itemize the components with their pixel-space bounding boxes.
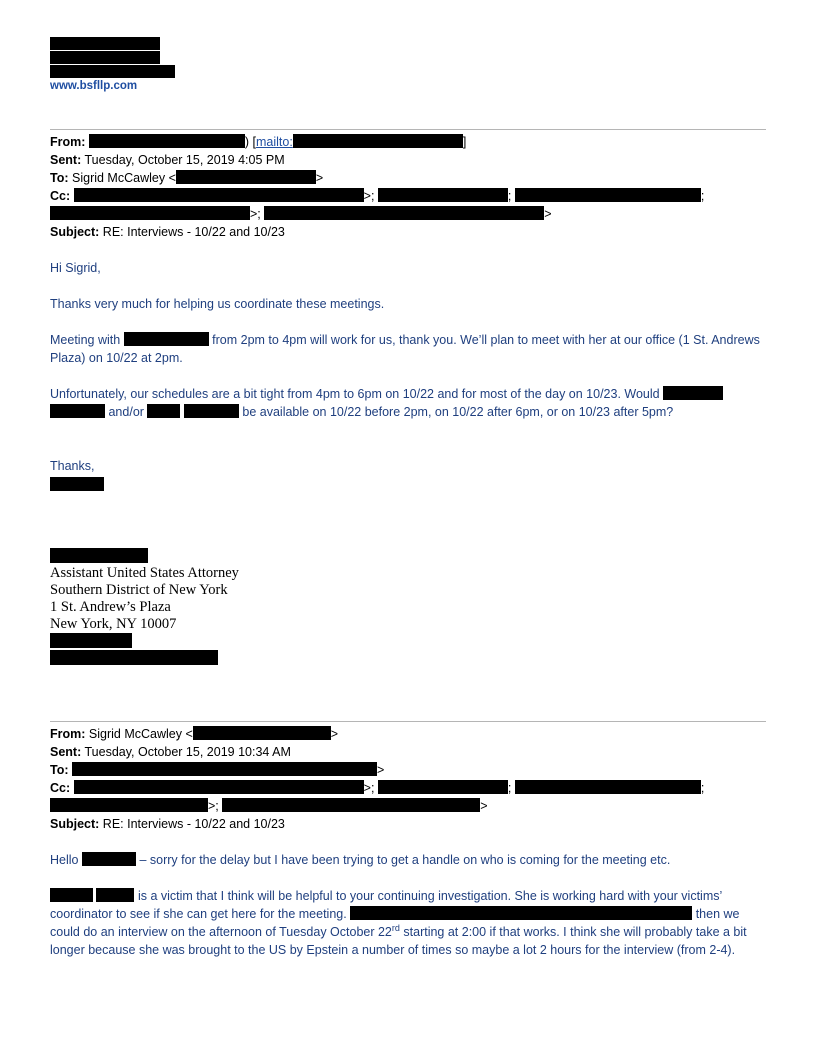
email1-para1: Thanks very much for helping us coordinate these meetings. (50, 297, 385, 311)
sent-label: Sent: (50, 153, 82, 167)
redaction (50, 65, 175, 78)
email2-cc-line: Cc: >; ; ; (50, 781, 705, 795)
from-label: From: (50, 727, 86, 741)
redaction (184, 404, 239, 418)
subject-label: Subject: (50, 817, 100, 831)
redaction (515, 780, 701, 794)
subject-value: RE: Interviews - 10/22 and 10/23 (102, 817, 285, 831)
redaction (50, 633, 132, 648)
cc-label: Cc: (50, 189, 71, 203)
redaction (293, 134, 463, 148)
redaction (378, 188, 508, 202)
redaction (82, 852, 136, 866)
redaction (350, 906, 692, 920)
redaction (74, 188, 364, 202)
email2-subject-line (50, 815, 285, 833)
para1-rest: starting at 2:00 if that works. I think she will probably take a bit longer because she was brought to the US by Epstein a number of times so maybe a lot 2 hours for the interview (from 2-4). (50, 925, 747, 957)
website-link[interactable]: www.bsfllp.com (50, 80, 138, 92)
redaction (176, 170, 316, 184)
redaction (264, 206, 544, 220)
email1-para3 (50, 385, 768, 421)
redaction (147, 404, 180, 418)
email1-greeting: Hi Sigrid, (50, 261, 101, 275)
redaction (50, 548, 148, 563)
email1-cc-line: Cc: >; ; ; (50, 189, 705, 203)
para2-start: Meeting with (50, 333, 121, 347)
email1-subject-line (50, 223, 285, 241)
redaction (50, 206, 250, 220)
subject-label: Subject: (50, 225, 100, 239)
to-value: Sigrid McCawley (72, 171, 166, 185)
to-label: To: (50, 763, 69, 777)
sent-value: Tuesday, October 15, 2019 4:05 PM (84, 153, 285, 167)
redaction (89, 134, 245, 148)
para3-rest: be available on 10/22 before 2pm, on 10/22 after 6pm, or on 10/23 after 5pm? (242, 405, 674, 419)
email2-cc-line2: >; > (50, 797, 488, 815)
email2-sent-line (50, 743, 291, 761)
sig-city: New York, NY 10007 (50, 616, 177, 632)
email2-hello (50, 851, 768, 869)
para1-sup: rd (391, 922, 400, 933)
cc-label: Cc: (50, 781, 71, 795)
email2-from-line: From: Sigrid McCawley < > (50, 727, 339, 741)
para2-rest: from 2pm to 4pm will work for us, thank you. We’ll plan to meet with her at our office (1 St. Andrews Plaza) on 10/22 at 2pm. (50, 333, 760, 365)
email2-para1 (50, 887, 768, 959)
redaction (378, 780, 508, 794)
sig-title: Assistant United States Attorney (50, 565, 239, 581)
sent-label: Sent: (50, 745, 82, 759)
redaction (222, 798, 480, 812)
divider (50, 129, 766, 130)
para1-mid: then we could do an interview on the afternoon of Tuesday October 22 (50, 907, 740, 939)
email1-cc-line2: >; > (50, 205, 552, 223)
redaction (663, 386, 723, 400)
redaction (74, 780, 364, 794)
redaction (50, 404, 105, 418)
from-value: Sigrid McCawley (88, 727, 182, 741)
email1-closing: Thanks, (50, 459, 95, 473)
redaction (50, 650, 218, 665)
hello-rest: – sorry for the delay but I have been trying to get a handle on who is coming for the meeting etc. (139, 853, 671, 867)
from-label: From: (50, 135, 86, 149)
email1-para2 (50, 331, 768, 367)
sig-street: 1 St. Andrew’s Plaza (50, 599, 171, 615)
para3-start: Unfortunately, our schedules are a bit tight from 4pm to 6pm on 10/22 and for most of the day on 10/23. Would (50, 387, 660, 401)
email1-to-line: To: Sigrid McCawley < > (50, 171, 324, 185)
redaction (96, 888, 134, 902)
para1-start: is a victim that I think will be helpful to your continuing investigation. She is working hard with your victims’ coordinator to see if she can get here for the meeting. (50, 889, 722, 921)
subject-value: RE: Interviews - 10/22 and 10/23 (102, 225, 285, 239)
redaction (50, 37, 160, 50)
sent-value: Tuesday, October 15, 2019 10:34 AM (84, 745, 291, 759)
to-label: To: (50, 171, 69, 185)
redaction (515, 188, 701, 202)
redaction (50, 51, 160, 64)
email1-sent-line (50, 151, 285, 169)
redaction (50, 477, 104, 491)
para3-andor: and/or (108, 405, 144, 419)
redaction (50, 798, 208, 812)
redaction (193, 726, 331, 740)
redaction (72, 762, 377, 776)
hello-word: Hello (50, 853, 79, 867)
redaction (124, 332, 209, 346)
redaction (50, 888, 93, 902)
email2-to-line: To: > (50, 763, 385, 777)
divider (50, 721, 766, 722)
email1-from-line: From: ) [mailto: ] (50, 135, 467, 149)
sig-office: Southern District of New York (50, 582, 228, 598)
mailto-link[interactable]: mailto: (256, 135, 293, 149)
